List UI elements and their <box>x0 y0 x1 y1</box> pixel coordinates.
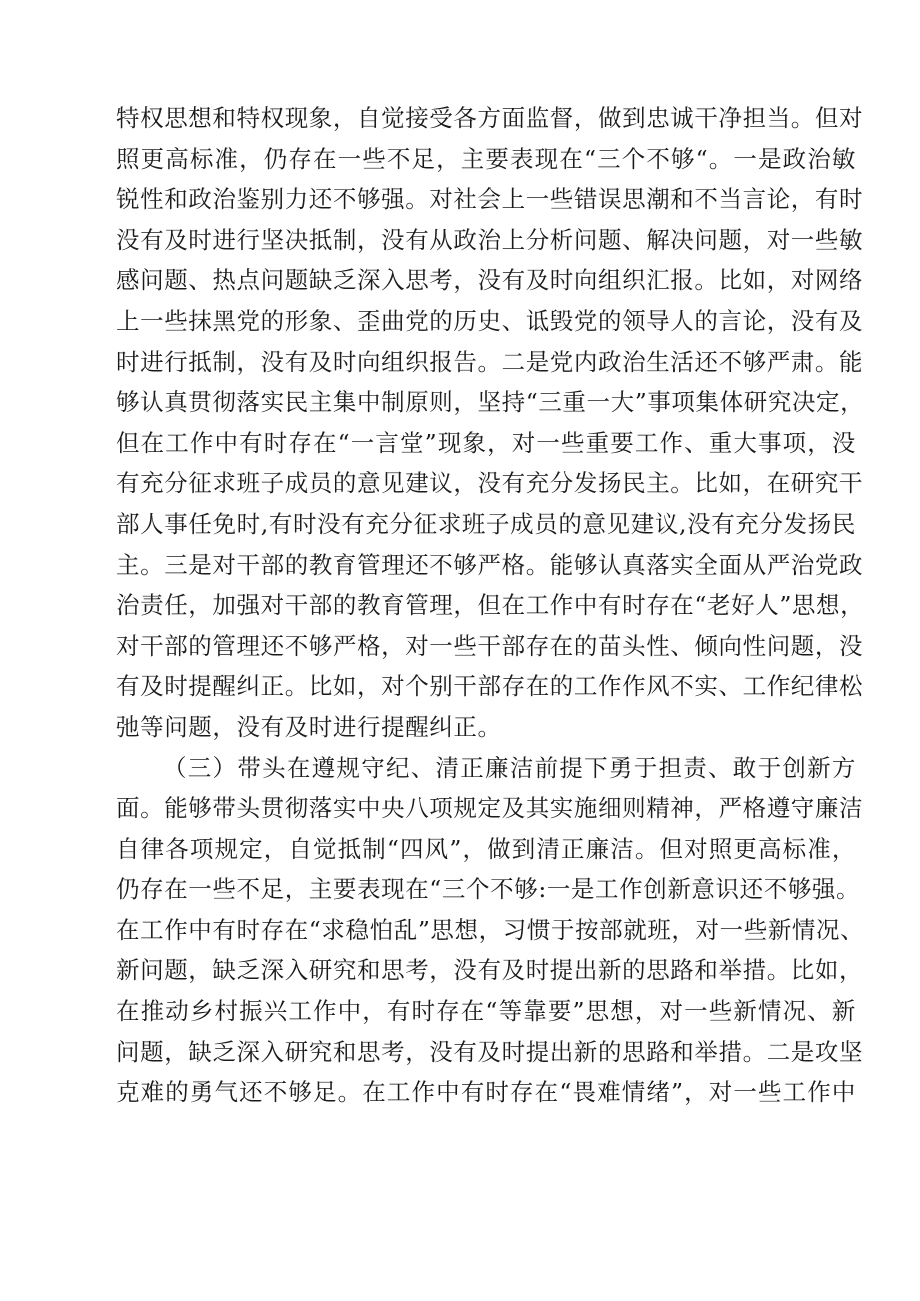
text-line: 感问题、热点问题缺乏深入思考，没有及时向组织汇报。比如，对网络 <box>116 266 864 295</box>
text-line: 上一些抹黑党的形象、歪曲党的历史、诋毁党的领导人的言论，没有及 <box>116 306 864 335</box>
text-line: 没有及时进行坚决抵制，没有从政治上分析问题、解决问题，对一些敏 <box>116 225 864 254</box>
text-line: 问题，缺乏深入研究和思考，没有及时提出新的思路和举措。二是攻坚 <box>116 1037 864 1066</box>
text-line: 锐性和政治鉴别力还不够强。对社会上一些错误思潮和不当言论，有时 <box>116 185 864 214</box>
text-line: 有及时提醒纠正。比如，对个别干部存在的工作作风不实、工作纪律松 <box>116 672 864 701</box>
text-line: 主。三是对干部的教育管理还不够严格。能够认真落实全面从严治党政 <box>116 550 864 579</box>
text-line: 面。能够带头贯彻落实中央八项规定及其实施细则精神，严格遵守廉洁 <box>116 794 864 823</box>
text-line: 但在工作中有时存在“一言堂”现象，对一些重要工作、重大事项，没 <box>116 428 856 457</box>
text-line: 在推动乡村振兴工作中，有时存在“等靠要”思想，对一些新情况、新 <box>116 997 856 1026</box>
text-line: 治责任，加强对干部的教育管理，但在工作中有时存在“老好人”思想， <box>116 591 865 620</box>
text-line: 时进行抵制，没有及时向组织报告。二是党内政治生活还不够严肃。能 <box>116 347 864 376</box>
text-line: 有充分征求班子成员的意见建议，没有充分发扬民主。比如，在研究干 <box>116 469 864 498</box>
text-line: 自律各项规定，自觉抵制“四风”，做到清正廉洁。但对照更高标准， <box>116 834 856 863</box>
text-line: 够认真贯彻落实民主集中制原则，坚持“三重一大”事项集体研究决定， <box>116 388 865 417</box>
text-line: 特权思想和特权现象，自觉接受各方面监督，做到忠诚干净担当。但对 <box>116 104 864 132</box>
text-line: 照更高标准，仍存在一些不足，主要表现在“三个不够“。一是政治敏 <box>116 144 856 173</box>
text-line: 克难的勇气还不够足。在工作中有时存在“畏难情绪”，对一些工作中 <box>116 1078 856 1107</box>
text-line: 对干部的管理还不够严格，对一些干部存在的苗头性、倾向性问题，没 <box>116 631 864 660</box>
text-line: 部人事任免时,有时没有充分征求班子成员的意见建议,没有充分发扬民 <box>116 509 856 538</box>
body-text <box>116 98 865 1113</box>
text-line: 新问题，缺乏深入研究和思考，没有及时提出新的思路和举措。比如， <box>116 956 864 985</box>
text-line: 弛等问题，没有及时进行提醒纠正。 <box>116 712 502 741</box>
section-heading-line: （三）带头在遵规守纪、清正廉洁前提下勇于担责、敢于创新方 <box>163 753 856 782</box>
text-line: 仍存在一些不足，主要表现在“三个不够:一是工作创新意识还不够强。 <box>116 875 861 904</box>
text-line: 在工作中有时存在“求稳怕乱”思想，习惯于按部就班，对一些新情况、 <box>116 915 865 944</box>
